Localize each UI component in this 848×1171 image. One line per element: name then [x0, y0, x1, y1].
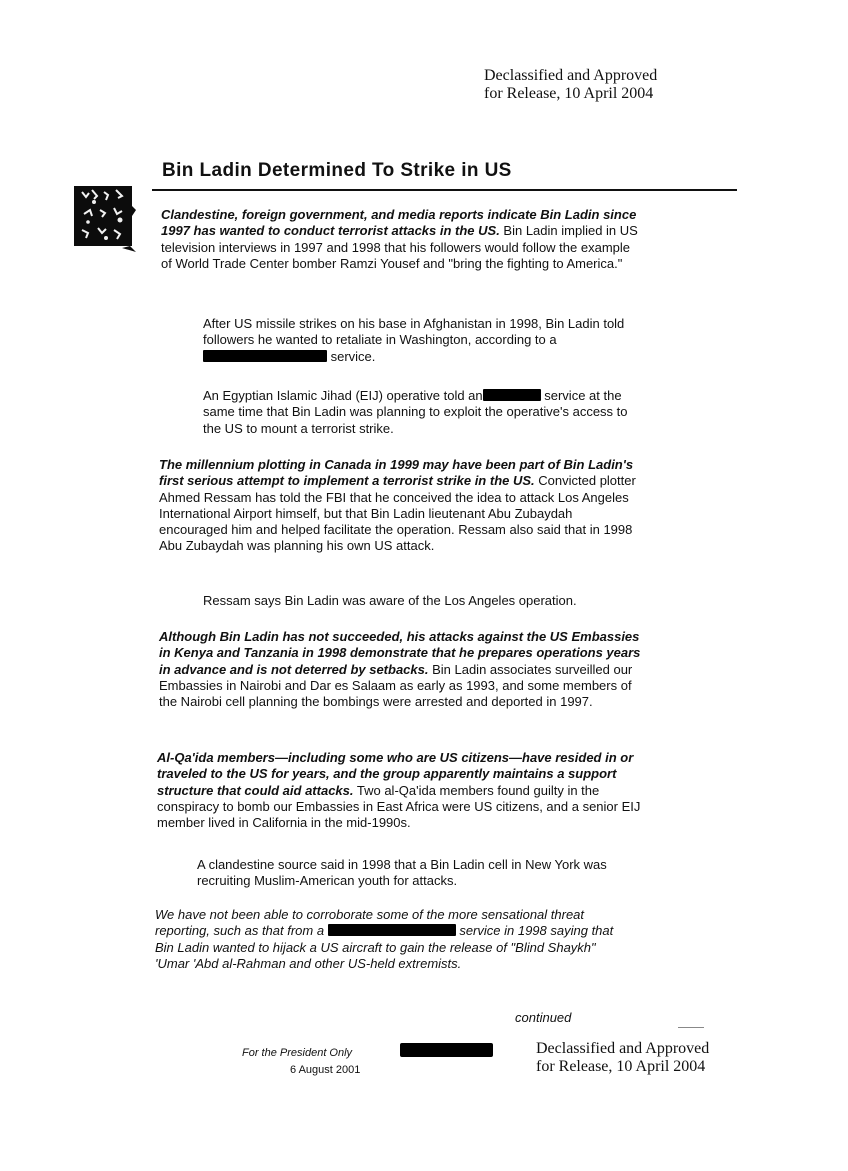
paragraph-4 — [159, 457, 639, 555]
paragraph-6-body: Bin Ladin associates surveilled our Embassies in Nairobi and Dar es Salaam as early as 1993, and some members of the Nairobi cell planning the bombings were arrested and deported in 1997. — [159, 661, 633, 710]
paragraph-4-lead: The millennium plotting in Canada in 1999 may have been part of Bin Ladin's first serious attempt to implement a terrorist strike in the US. — [159, 457, 634, 489]
paragraph-1-lead: Clandestine, foreign government, and media reports indicate Bin Ladin since 1997 has wanted to conduct terrorist attacks in the US. — [161, 207, 637, 239]
paragraph-5 — [203, 593, 633, 609]
paragraph-9-text-after: service in 1998 saying that Bin Ladin wanted to hijack a US aircraft to gain the release of "Blind Shaykh" 'Umar 'Abd al-Rahman and other US-held extremists. — [155, 923, 614, 971]
stamp-line-2: for Release, 10 April 2004 — [484, 85, 654, 102]
paragraph-6 — [159, 629, 641, 710]
paragraph-3-text-before: An Egyptian Islamic Jihad (EIJ) operative told an — [203, 388, 483, 403]
paragraph-1 — [161, 207, 641, 272]
paragraph-9-text-before: We have not been able to corroborate some of the more sensational threat reporting, such as that from a — [155, 907, 585, 939]
continued-label: continued — [515, 1010, 572, 1025]
page-title: Bin Ladin Determined To Strike in US — [162, 160, 512, 181]
stamp-line-1: Declassified and Approved — [536, 1040, 710, 1057]
footer-date: 6 August 2001 — [290, 1064, 361, 1076]
paragraph-1-body: Bin Ladin implied in US television interviews in 1997 and 1998 that his followers would follow the example of World Trade Center bomber Ramzi Yousef and "bring the fighting to America." — [161, 223, 638, 271]
seal-icon — [74, 186, 136, 252]
paragraph-3 — [203, 388, 633, 437]
paragraph-9 — [155, 907, 631, 972]
paragraph-7-body: Two al-Qa'ida members found guilty in the conspiracy to bomb our Embassies in East Africa were US citizens, and a senior EIJ member lived in California in the mid-1990s. — [157, 782, 641, 831]
footer-classification: For the President Only — [242, 1047, 353, 1059]
paragraph-3-text-after: service at the same time that Bin Ladin was planning to exploit the operative's access to the US to mount a terrorist strike. — [203, 388, 628, 436]
paragraph-6-lead: Although Bin Ladin has not succeeded, his attacks against the US Embassies in Kenya and Tanzania in 1998 demonstrate that he prepares operations years in advance and is not deterred by setbacks. — [159, 629, 641, 677]
stamp-line-1: Declassified and Approved — [484, 67, 658, 84]
paragraph-7-lead: Al-Qa'ida members—including some who are US citizens—have resided in or traveled to the US for years, and the group apparently maintains a support structure that could aid attacks. — [157, 750, 634, 798]
paragraph-8-text: A clandestine source said in 1998 that a Bin Ladin cell in New York was recruiting Muslim-American youth for attacks. — [197, 857, 607, 889]
divider-mark — [678, 1027, 704, 1028]
paragraph-2 — [203, 316, 633, 365]
redaction-bar — [400, 1043, 493, 1057]
title-divider — [152, 189, 737, 191]
declassification-stamp-bottom — [536, 1040, 709, 1076]
redaction-bar — [483, 389, 541, 401]
redaction-bar — [328, 924, 456, 936]
stamp-line-2: for Release, 10 April 2004 — [536, 1058, 706, 1075]
paragraph-2-text-before: After US missile strikes on his base in Afghanistan in 1998, Bin Ladin told followers he wanted to retaliate in Washington, according to a — [203, 316, 625, 348]
paragraph-4-body: Convicted plotter Ahmed Ressam has told the FBI that he conceived the idea to attack Los Angeles International Airport himself, but that Bin Ladin lieutenant Abu Zubaydah encouraged him and helped facilitate the operation. Ressam also said that in 1998 Abu Zubaydah was planning his own US attack. — [159, 473, 636, 554]
declassification-stamp-top — [484, 67, 657, 103]
paragraph-2-text-after: service. — [327, 348, 376, 364]
redaction-bar — [203, 350, 327, 362]
paragraph-7 — [157, 750, 641, 831]
paragraph-5-text: Ressam says Bin Ladin was aware of the Los Angeles operation. — [203, 593, 577, 608]
paragraph-8 — [197, 857, 627, 890]
